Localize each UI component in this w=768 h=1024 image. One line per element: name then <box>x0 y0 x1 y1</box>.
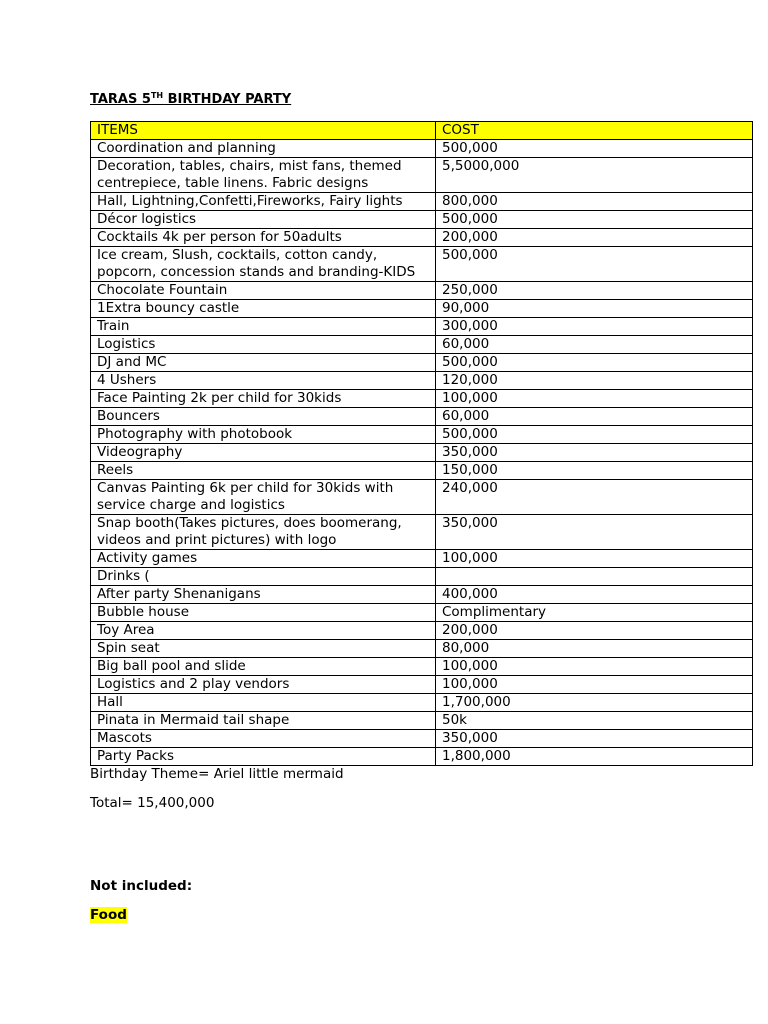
cost-cell: Complimentary <box>436 604 753 622</box>
item-cell: Toy Area <box>91 622 436 640</box>
item-cell: Drinks ( <box>91 568 436 586</box>
item-cell: Canvas Painting 6k per child for 30kids with service charge and logistics <box>91 480 436 515</box>
cost-cell: 50k <box>436 712 753 730</box>
cost-cell: 400,000 <box>436 586 753 604</box>
table-row <box>91 480 753 515</box>
cost-cell: 100,000 <box>436 676 753 694</box>
title-superscript: TH <box>150 91 164 100</box>
cost-cell: 1,700,000 <box>436 694 753 712</box>
cost-cell: 350,000 <box>436 515 753 550</box>
table-row <box>91 622 753 640</box>
table-row <box>91 354 753 372</box>
header-items: ITEMS <box>91 122 436 140</box>
total-amount: Total= 15,400,000 <box>90 795 215 811</box>
cost-cell: 500,000 <box>436 354 753 372</box>
cost-cell: 60,000 <box>436 336 753 354</box>
table-row <box>91 604 753 622</box>
cost-cell: 240,000 <box>436 480 753 515</box>
item-cell: Hall, Lightning,Confetti,Fireworks, Fairy lights <box>91 193 436 211</box>
cost-cell: 500,000 <box>436 140 753 158</box>
cost-cell: 800,000 <box>436 193 753 211</box>
cost-cell: 200,000 <box>436 622 753 640</box>
cost-cell: 60,000 <box>436 408 753 426</box>
budget-table <box>90 121 753 766</box>
table-row <box>91 550 753 568</box>
table-row <box>91 193 753 211</box>
food-highlight: Food <box>90 907 127 923</box>
cost-cell: 120,000 <box>436 372 753 390</box>
table-row <box>91 282 753 300</box>
table-row <box>91 694 753 712</box>
table-row <box>91 390 753 408</box>
table-row <box>91 158 753 193</box>
table-row <box>91 318 753 336</box>
title-rest: BIRTHDAY PARTY <box>163 92 292 107</box>
item-cell: Train <box>91 318 436 336</box>
item-cell: Pinata in Mermaid tail shape <box>91 712 436 730</box>
cost-cell: 80,000 <box>436 640 753 658</box>
table-row <box>91 408 753 426</box>
item-cell: Decoration, tables, chairs, mist fans, themed centrepiece, table linens. Fabric designs <box>91 158 436 193</box>
table-row <box>91 426 753 444</box>
item-cell: After party Shenanigans <box>91 586 436 604</box>
item-cell: Face Painting 2k per child for 30kids <box>91 390 436 408</box>
item-cell: Cocktails 4k per person for 50adults <box>91 229 436 247</box>
item-cell: Spin seat <box>91 640 436 658</box>
cost-cell: 150,000 <box>436 462 753 480</box>
cost-cell: 1,800,000 <box>436 748 753 766</box>
cost-cell: 100,000 <box>436 658 753 676</box>
cost-cell <box>436 568 753 586</box>
cost-cell: 500,000 <box>436 211 753 229</box>
table-row <box>91 676 753 694</box>
table-row <box>91 140 753 158</box>
table-row <box>91 300 753 318</box>
item-cell: Coordination and planning <box>91 140 436 158</box>
cost-cell: 250,000 <box>436 282 753 300</box>
document-title <box>90 92 291 107</box>
item-cell: Reels <box>91 462 436 480</box>
table-row <box>91 568 753 586</box>
item-cell: DJ and MC <box>91 354 436 372</box>
cost-cell: 500,000 <box>436 247 753 282</box>
table-row <box>91 515 753 550</box>
item-cell: Logistics <box>91 336 436 354</box>
item-cell: Party Packs <box>91 748 436 766</box>
table-row <box>91 712 753 730</box>
cost-cell: 100,000 <box>436 550 753 568</box>
table-row <box>91 462 753 480</box>
title-main: TARAS 5 <box>90 92 151 107</box>
item-cell: 1Extra bouncy castle <box>91 300 436 318</box>
item-cell: Photography with photobook <box>91 426 436 444</box>
table-row <box>91 586 753 604</box>
cost-cell: 200,000 <box>436 229 753 247</box>
birthday-theme: Birthday Theme= Ariel little mermaid <box>90 766 344 782</box>
item-cell: 4 Ushers <box>91 372 436 390</box>
cost-cell: 350,000 <box>436 444 753 462</box>
item-cell: Décor logistics <box>91 211 436 229</box>
cost-cell: 100,000 <box>436 390 753 408</box>
table-row <box>91 247 753 282</box>
item-cell: Logistics and 2 play vendors <box>91 676 436 694</box>
item-cell: Snap booth(Takes pictures, does boomerang, videos and print pictures) with logo <box>91 515 436 550</box>
cost-cell: 90,000 <box>436 300 753 318</box>
item-cell: Videography <box>91 444 436 462</box>
item-cell: Mascots <box>91 730 436 748</box>
item-cell: Chocolate Fountain <box>91 282 436 300</box>
item-cell: Hall <box>91 694 436 712</box>
table-header-row <box>91 122 753 140</box>
table-row <box>91 730 753 748</box>
cost-cell: 5,5000,000 <box>436 158 753 193</box>
budget-table-body <box>91 122 753 766</box>
table-row <box>91 640 753 658</box>
table-row <box>91 658 753 676</box>
cost-cell: 500,000 <box>436 426 753 444</box>
item-cell: Ice cream, Slush, cocktails, cotton candy, popcorn, concession stands and branding-KIDS <box>91 247 436 282</box>
item-cell: Bubble house <box>91 604 436 622</box>
header-cost: COST <box>436 122 753 140</box>
not-included-label: Not included: <box>90 878 193 894</box>
table-row <box>91 748 753 766</box>
table-row <box>91 211 753 229</box>
table-row <box>91 336 753 354</box>
item-cell: Activity games <box>91 550 436 568</box>
table-row <box>91 372 753 390</box>
item-cell: Bouncers <box>91 408 436 426</box>
item-cell: Big ball pool and slide <box>91 658 436 676</box>
cost-cell: 350,000 <box>436 730 753 748</box>
cost-cell: 300,000 <box>436 318 753 336</box>
table-row <box>91 444 753 462</box>
table-row <box>91 229 753 247</box>
